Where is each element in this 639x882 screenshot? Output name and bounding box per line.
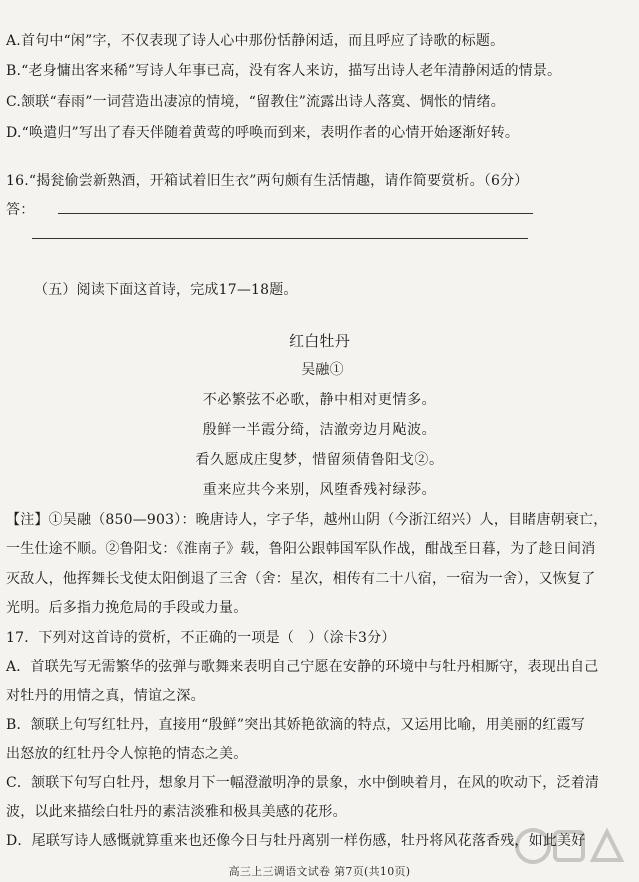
- q17-option-c: C．颔联下句写白牡丹，想象月下一幅澄澈明净的景象，水中倒映着月，在风的吹动下，泛着清: [6, 775, 600, 791]
- q15-option-b: B.“老身慵出客来稀”写诗人年事已高，没有客人来访，描写出诗人老年清静闲适的情景。: [6, 63, 562, 79]
- note-line: 【注】①吴融（850—903）：晚唐诗人，字子华，越州山阴（今浙江绍兴）人，目睹唐朝衰亡，: [6, 512, 608, 528]
- page-footer: 高三上三调语文试卷 第7页(共10页): [228, 865, 411, 878]
- note-line: 灭敌人，他挥舞长戈使太阳倒退了三舍（舍：星次，相传有二十八宿，一宿为一舍），又恢复了: [6, 571, 596, 587]
- answer-line-1[interactable]: [58, 213, 533, 214]
- poem-author: 吴融①: [301, 362, 344, 378]
- q17-option-a: A．首联先写无需繁华的弦弹与歌舞来表明自己宁愿在安静的环境中与牡丹相厮守，表现出自己: [6, 659, 599, 675]
- answer-line-2[interactable]: [32, 238, 528, 239]
- q15-option-a: A.首句中“闲”字，不仅表现了诗人心中那份恬静闲适，而且呼应了诗歌的标题。: [6, 33, 505, 49]
- q17-option-b-cont: 出怒放的红牡丹令人惊艳的情态之美。: [6, 746, 248, 762]
- poem-title: 红白牡丹: [289, 332, 350, 350]
- q17-option-b: B．颔联上句写红牡丹，直接用“殷鲜”突出其娇艳欲滴的特点，又运用比喻，用美丽的红霞写: [6, 717, 585, 733]
- poem-line-4: 重来应共今来别，风堕香残衬绿莎。: [202, 482, 437, 498]
- poem-line-1: 不必繁弦不必歌，静中相对更情多。: [202, 392, 437, 408]
- note-line: 一生仕途不顺。②鲁阳戈：《淮南子》载，鲁阳公跟韩国军队作战，酣战至日暮，为了趁日间消: [6, 541, 596, 557]
- q17-option-a-cont: 对牡丹的用情之真，情谊之深。: [6, 688, 205, 704]
- watermark-logo-icon: [511, 816, 631, 876]
- poem-line-2: 殷鲜一半霞分绮，洁澈旁边月飐波。: [202, 422, 437, 438]
- q15-option-c: C.颔联“春雨”一词营造出凄凉的情境，“留教住”流露出诗人落寞、惆怅的情绪。: [6, 94, 505, 110]
- note-line: 光明。后多指力挽危局的手段或力量。: [6, 600, 248, 616]
- q17-prompt: 17．下列对这首诗的赏析，不正确的一项是（ ）（涂卡3分）: [6, 630, 396, 646]
- q17-option-d: D．尾联写诗人感慨就算重来也还像今日与牡丹离别一样伤感，牡丹将风花落香残，如此美好: [6, 833, 586, 849]
- q16-prompt: 16.“揭瓮偷尝新熟酒，开箱试着旧生衣”两句颇有生活情趣，请作简要赏析。（6分）: [6, 173, 529, 189]
- poem-line-3: 看久愿成庄叟梦，惜留须倩鲁阳戈②。: [195, 452, 444, 468]
- q15-option-d: D.“唤遣归”写出了春天伴随着黄莺的呼唤而到来，表明作者的心情开始逐渐好转。: [6, 125, 520, 141]
- section-header: （五）阅读下面这首诗，完成17—18题。: [34, 282, 298, 298]
- q17-option-c-cont: 波，以此来描绘白牡丹的素洁淡雅和极具美感的花形。: [6, 804, 347, 820]
- q16-answer-label: 答：: [6, 202, 35, 218]
